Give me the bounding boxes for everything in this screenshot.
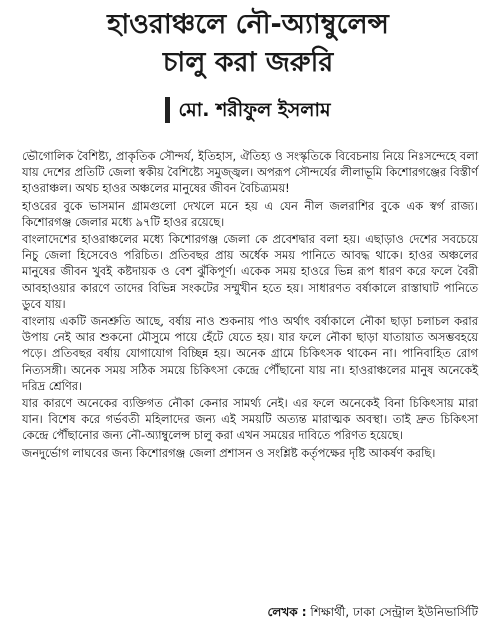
author-label: লেখক : <box>267 605 307 619</box>
byline-container <box>0 97 496 123</box>
byline-author-name: মো. শরীফুল ইসলাম <box>165 97 330 123</box>
author-info: শিক্ষার্থী, ঢাকা সেন্ট্রাল ইউনিভার্সিটি <box>310 605 478 619</box>
article-body <box>22 148 478 462</box>
paragraph: বাংলাদেশের হাওরাঞ্চলের মধ্যে কিশোরগঞ্জ জেলা কে প্রবেশদ্বার বলা হয়। এছাড়াও দেশের সবচেয়ে নিচু জেলা হিসেবেও পরিচিত। প্রতিবছর প্রায় অর্ধেক সময় পানিতে আবদ্ধ থাকে। হাওর অঞ্চলের মানুষের জীবন খুবই কষ্টদায়ক ও বেশ ঝুঁকিপূর্ণ। একেক সময় হাওরে ভিন্ন রূপ ধারণ করে ফলে বৈরী আবহাওয়ার কারণে তাদের বিভিন্ন সংকটের সম্মুখীন হতে হয়। সাধারণত বর্ষাকালে রাস্তাঘাট পানিতে ডুবে যায়। <box>22 232 478 311</box>
paragraph: বাংলায় একটি জনশ্রুতি আছে, বর্ষায় নাও শুকনায় পাও অর্থাৎ বর্ষাকালে নৌকা ছাড়া চলাচল করার উপায় নেই আর শুকনো মৌসুমে পায়ে হেঁটে যেতে হয়। যার ফলে নৌকা ছাড়া যাতায়াত অসম্ভবহয়ে পড়ে। প্রতিবছর বর্ষায় যোগাযোগ বিচ্ছিন্ন হয়। অনেক গ্রামে চিকিৎসক থাকেন না। পানিবাহিত রোগ নিত্যসঙ্গী। অনেক সময় সঠিক সময়ে চিকিৎসা কেন্দ্রে পৌঁছানো যায় না। হাওরাঞ্চলের মানুষ অনেকেই দরিদ্র শ্রেণির। <box>22 314 478 393</box>
headline-line-2: চালু করা জরুরি <box>162 47 334 78</box>
paragraph: যার কারণে অনেকের ব্যক্তিগত নৌকা কেনার সামর্থ্য নেই। এর ফলে অনেকেই বিনা চিকিৎসায় মারা যান। বিশেষ করে গর্ভবতী মহিলাদের জন্য এই সময়টি অত্যন্ত মারাত্মক অবস্থা। তাই দ্রুত চিকিৎসা কেন্দ্রে পৌঁছানোর জন্য নৌ-অ্যাম্বুলেন্স চালু করা এখন সময়ের দাবিতে পরিণত হয়েছে। <box>22 396 478 443</box>
paragraph: হাওরের বুকে ভাসমান গ্রামগুলো দেখলে মনে হয় এ যেন নীল জলরাশির বুকে এক স্বর্গ রাজ্য। কিশোরগঞ্জ জেলার মধ্যে ৯৭টি হাওর রয়েছে। <box>22 198 478 229</box>
paragraph: ভৌগোলিক বৈশিষ্ট্য, প্রাকৃতিক সৌন্দর্য, ইতিহাস, ঐতিহ্য ও সংস্কৃতিকে বিবেচনায় নিয়ে নিঃসন্দেহে বলা যায় দেশের প্রতিটি জেলা স্বকীয় বৈশিষ্ট্যে সমুজ্জ্বল। অপরূপ সৌন্দর্যের লীলাভূমি কিশোরগঞ্জের বিস্তীর্ণ হাওরাঞ্চল। অথচ হাওর অঞ্চলের মানুষের জীবন বৈচিত্র্যময়! <box>22 149 478 196</box>
author-footer <box>268 604 478 620</box>
headline-line-1: হাওরাঞ্চলে নৌ-অ্যাম্বুলেন্স <box>107 9 389 40</box>
paragraph: জনদুর্ভোগ লাঘবের জন্য কিশোরগঞ্জ জেলা প্রশাসন ও সংশ্লিষ্ট কর্তৃপক্ষের দৃষ্টি আকর্ষণ করছি। <box>22 445 436 460</box>
